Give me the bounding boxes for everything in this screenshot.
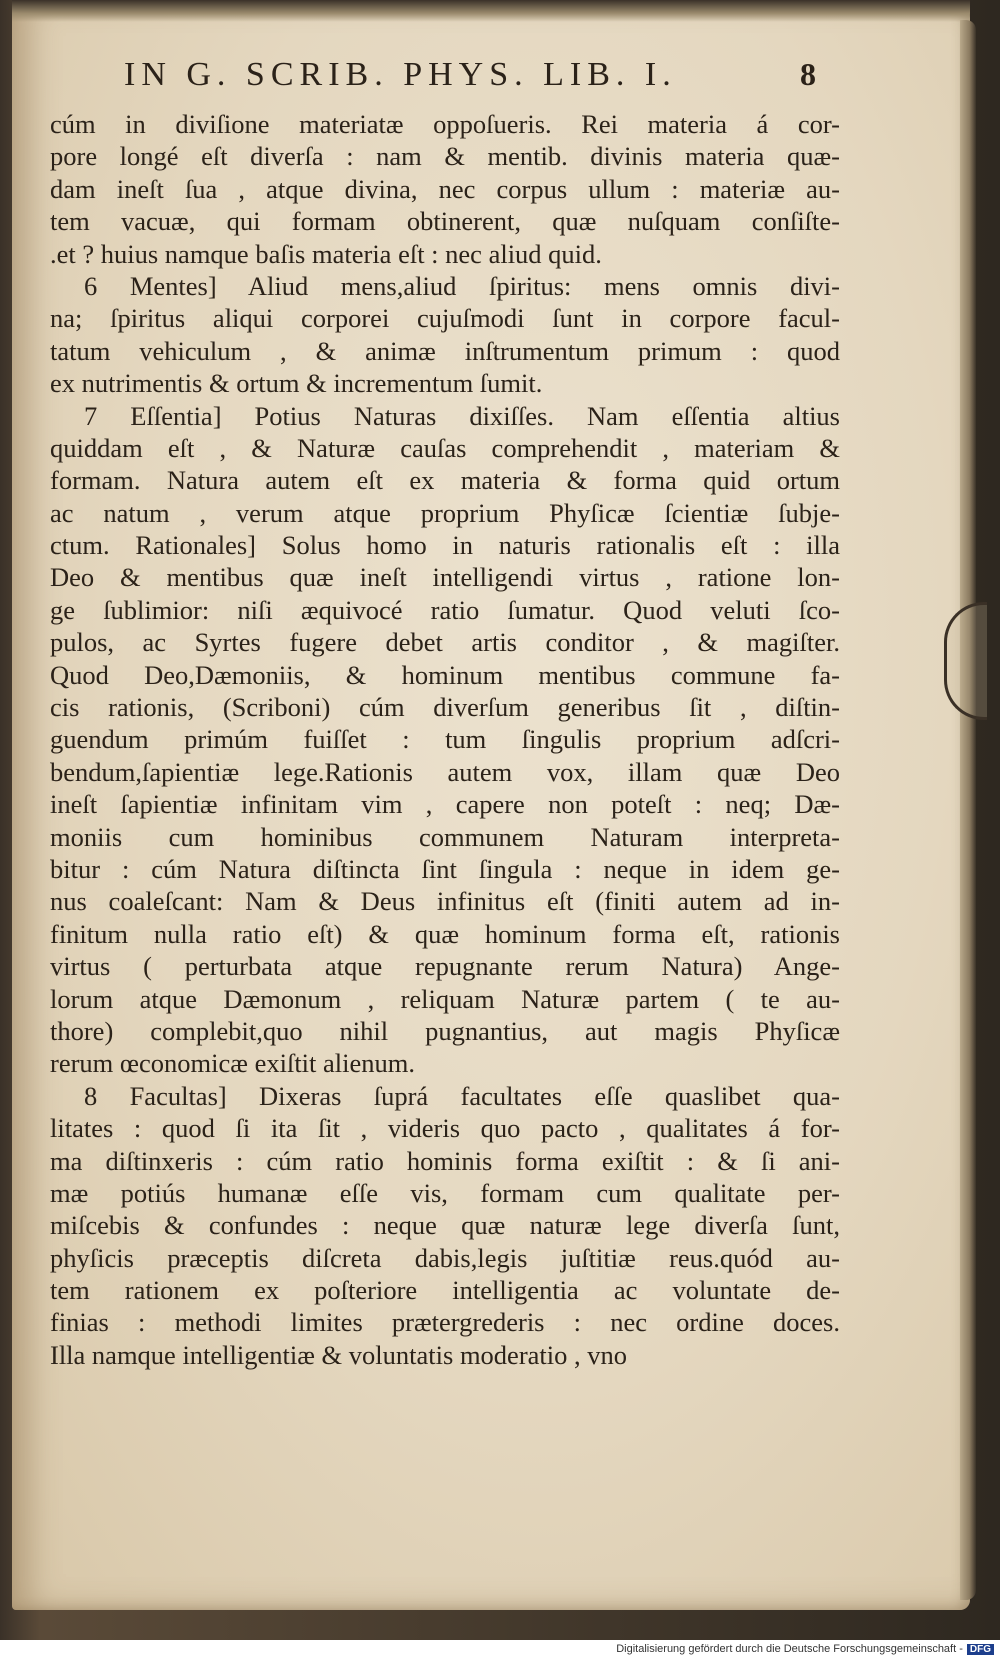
text-line: Quod Deo,Dæmoniis, & hominum mentibus commune fa- xyxy=(50,659,840,690)
text-line: tem vacuæ, qui formam obtinerent, quæ nuſquam conſiſte- xyxy=(50,206,840,237)
running-head: IN G. SCRIB. PHYS. LIB. I. xyxy=(124,56,677,93)
page-top-edge xyxy=(12,0,970,22)
text-line: ex nutrimentis & ortum & incrementum ſumit. xyxy=(50,368,543,399)
text-line: mæ potiús humanæ eſſe vis, formam cum qualitate per- xyxy=(50,1177,840,1208)
text-line: quiddam eſt , & Naturæ cauſas comprehendit , materiam & xyxy=(50,432,840,463)
text-line: phyſicis præceptis diſcreta dabis,legis juſtitiæ reus.quód au- xyxy=(50,1242,840,1273)
book-clasp xyxy=(944,602,987,720)
text-line: guendum primúm fuiſſet : tum ſingulis proprium adſcri- xyxy=(50,724,840,755)
text-line: thore) complebit,quo nihil pugnantius, aut magis Phyſicæ xyxy=(50,1015,840,1046)
text-line: rerum œconomicæ exiſtit alienum. xyxy=(50,1048,416,1079)
text-line: bitur : cúm Natura diſtincta ſint ſingula : neque in idem ge- xyxy=(50,853,840,884)
text-line: ctum. Rationales] Solus homo in naturis rationalis eſt : illa xyxy=(50,530,840,561)
text-line: tatum vehiculum , & animæ inſtrumentum primum : quod xyxy=(50,335,840,366)
text-line: ma diſtinxeris : cúm ratio hominis forma exiſtit : & ſi ani- xyxy=(50,1145,840,1176)
body-text xyxy=(50,108,840,1371)
text-line: ineſt ſapientiæ infinitam vim , capere non poteſt : neq; Dæ- xyxy=(50,789,840,820)
credit-text: Digitalisierung gefördert durch die Deutsche Forschungsgemeinschaft - xyxy=(616,1643,963,1655)
page-header xyxy=(0,56,1000,106)
text-line: dam ineſt ſua , atque divina, nec corpus ullum : materiæ au- xyxy=(50,173,840,204)
text-line: cis rationis, (Scriboni) cúm diverſum generibus ſit , diſtin- xyxy=(50,692,840,723)
text-line: virtus ( perturbata atque repugnante rerum Natura) Ange- xyxy=(50,951,840,982)
text-line: ac natum , verum atque proprium Phyſicæ ſcientiæ ſubje- xyxy=(50,497,840,528)
page-number: 8 xyxy=(800,56,816,92)
text-line: pore longé eſt diverſa : nam & mentib. divinis materia quæ- xyxy=(50,141,840,172)
text-line: tem rationem ex poſteriore intelligentia ac voluntate de- xyxy=(50,1275,840,1306)
text-line: nus coaleſcant: Nam & Deus infinitus eſt (finiti autem ad in- xyxy=(50,886,840,917)
text-line: litates : quod ſi ita ſit , videris quo pacto , qualitates á for- xyxy=(50,1113,840,1144)
text-line: miſcebis & confundes : neque quæ naturæ lege diverſa ſunt, xyxy=(50,1210,840,1241)
text-line: 7 Eſſentia] Potius Naturas dixiſſes. Nam eſſentia altius xyxy=(84,400,840,431)
digitization-credit xyxy=(616,1643,994,1655)
text-line: lorum atque Dæmonum , reliquam Naturæ partem ( te au- xyxy=(50,983,840,1014)
text-line: 8 Facultas] Dixeras ſuprá facultates eſſe quaslibet qua- xyxy=(84,1080,840,1111)
text-line: na; ſpiritus aliqui corporei cujuſmodi ſunt in corpore facul- xyxy=(50,303,840,334)
text-line: Illa namque intelligentiæ & voluntatis moderatio , vno xyxy=(50,1339,628,1370)
text-line: formam. Natura autem eſt ex materia & forma quid ortum xyxy=(50,465,840,496)
text-line: pulos, ac Syrtes fugere debet artis conditor , & magiſter. xyxy=(50,627,840,658)
text-line: .et ? huius namque baſis materia eſt : nec aliud quid. xyxy=(50,238,602,269)
text-line: bendum,ſapientiæ lege.Rationis autem vox, illam quæ Deo xyxy=(50,756,840,787)
text-line: Deo & mentibus quæ ineſt intelligendi virtus , ratione lon- xyxy=(50,562,840,593)
page-fore-edge xyxy=(960,20,976,1600)
text-line: moniis cum hominibus communem Naturam interpreta- xyxy=(50,821,840,852)
text-line: finias : methodi limites prætergrederis : nec ordine doces. xyxy=(50,1307,840,1338)
text-line: 6 Mentes] Aliud mens,aliud ſpiritus: mens omnis divi- xyxy=(84,270,840,301)
text-line: cúm in diviſione materiatæ oppoſueris. Rei materia á cor- xyxy=(50,109,840,139)
text-line: finitum nulla ratio eſt) & quæ hominum forma eſt, rationis xyxy=(50,918,840,949)
text-line: ge ſublimior: niſi æquivocé ratio ſumatur. Quod veluti ſco- xyxy=(50,594,840,625)
dfg-logo: DFG xyxy=(967,1644,994,1655)
